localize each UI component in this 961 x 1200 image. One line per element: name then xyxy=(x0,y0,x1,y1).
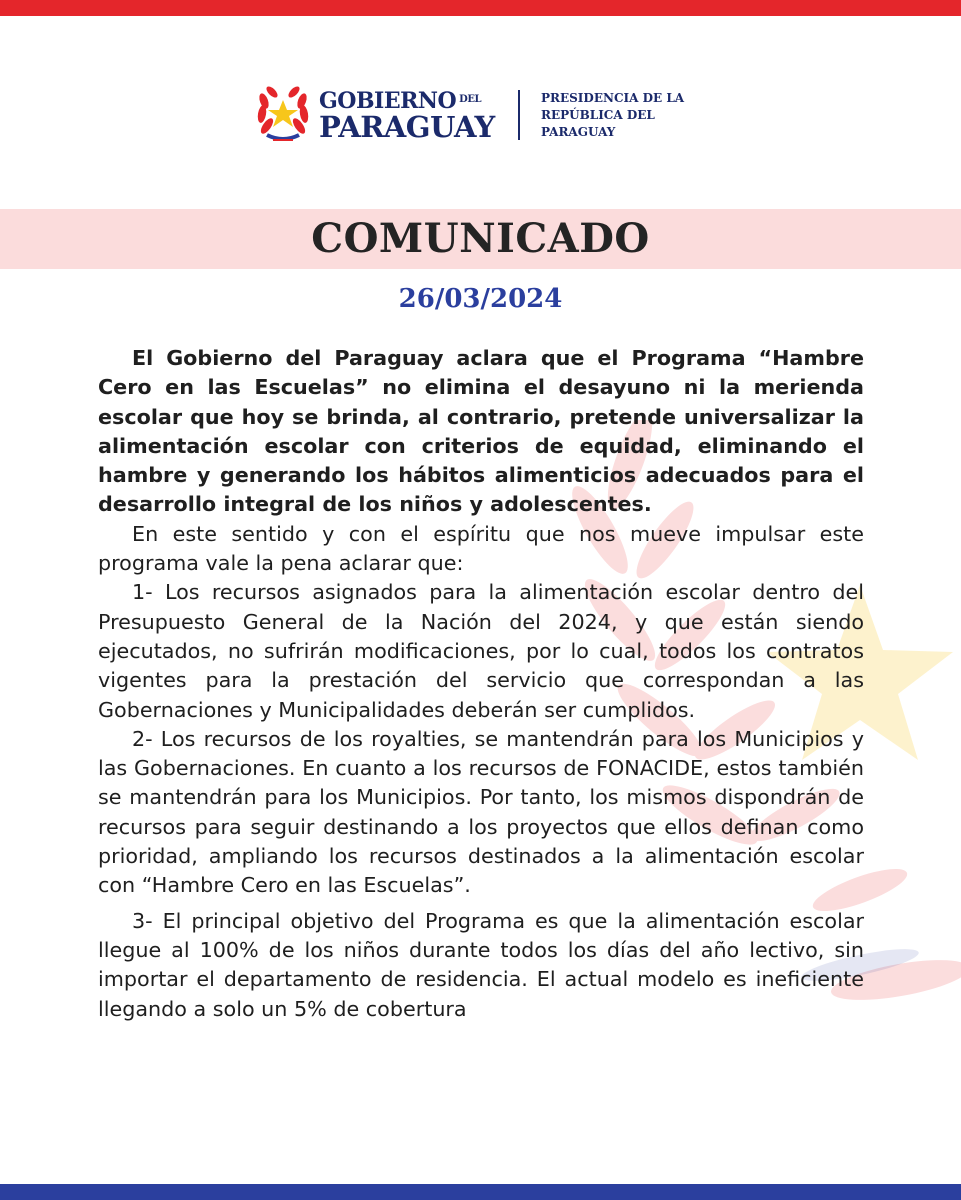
coat-of-arms-icon xyxy=(255,86,311,144)
presidencia-label xyxy=(541,90,721,141)
body-paragraph: En este sentido y con el espíritu que nos mueve impulsar este programa vale la pena aclarar que: xyxy=(98,521,864,576)
point-2-paragraph: 2- Los recursos de los royalties, se mantendrán para los Municipios y las Gobernaciones. En cuanto a los recursos de FONACIDE, estos también se mantendrán para los Municipios. Por tanto, los mismos dispondrán de recursos para seguir destinando a los proyectos que ellos definan como prioridad, ampliando los recursos destinados a la alimentación escolar con “Hambre Cero en las Escuelas”. xyxy=(98,726,864,898)
presidencia-line: REPÚBLICA DEL xyxy=(541,108,655,122)
del-wordmark: DEL xyxy=(459,94,481,105)
page-title: COMUNICADO xyxy=(311,215,650,262)
paraguay-wordmark: PARAGUAY xyxy=(319,110,495,144)
flag-red-stripe xyxy=(0,0,961,16)
gobierno-wordmark: GOBIERNO $^{DEL}$ xyxy=(319,88,481,114)
presidencia-line: PARAGUAY xyxy=(541,125,616,139)
point-3-paragraph: 3- El principal objetivo del Programa es que la alimentación escolar llegue al 100% de los niños durante todos los días del año lectivo, sin importar el departamento de residencia. El actual modelo es ineficiente llegando a solo un 5% de cobertura xyxy=(98,908,864,1021)
lead-paragraph: El Gobierno del Paraguay aclara que el Programa “Hambre Cero en las Escuelas” no elimina el desayuno ni la merienda escolar que hoy se brinda, al contrario, pretende universalizar la alimentación escolar con criterios de equidad, eliminando el hambre y generando los hábitos alimenticios adecuados para el desarrollo integral de los niños y adolescentes. xyxy=(98,346,864,517)
presidencia-line: PRESIDENCIA DE LA xyxy=(541,91,685,105)
statement-body xyxy=(98,344,864,1024)
release-date: 26/03/2024 xyxy=(398,284,563,314)
flag-blue-stripe xyxy=(0,1184,961,1200)
government-header xyxy=(255,86,715,148)
header-divider xyxy=(518,90,520,140)
point-1-paragraph: 1- Los recursos asignados para la alimentación escolar dentro del Presupuesto General de la Nación del 2024, y que están siendo ejecutados, no sufrirán modificaciones, por lo cual, todos los contratos vigentes para la prestación del servicio que correspondan a las Gobernaciones y Municipalidades deberán ser cumplidos. xyxy=(98,580,864,722)
